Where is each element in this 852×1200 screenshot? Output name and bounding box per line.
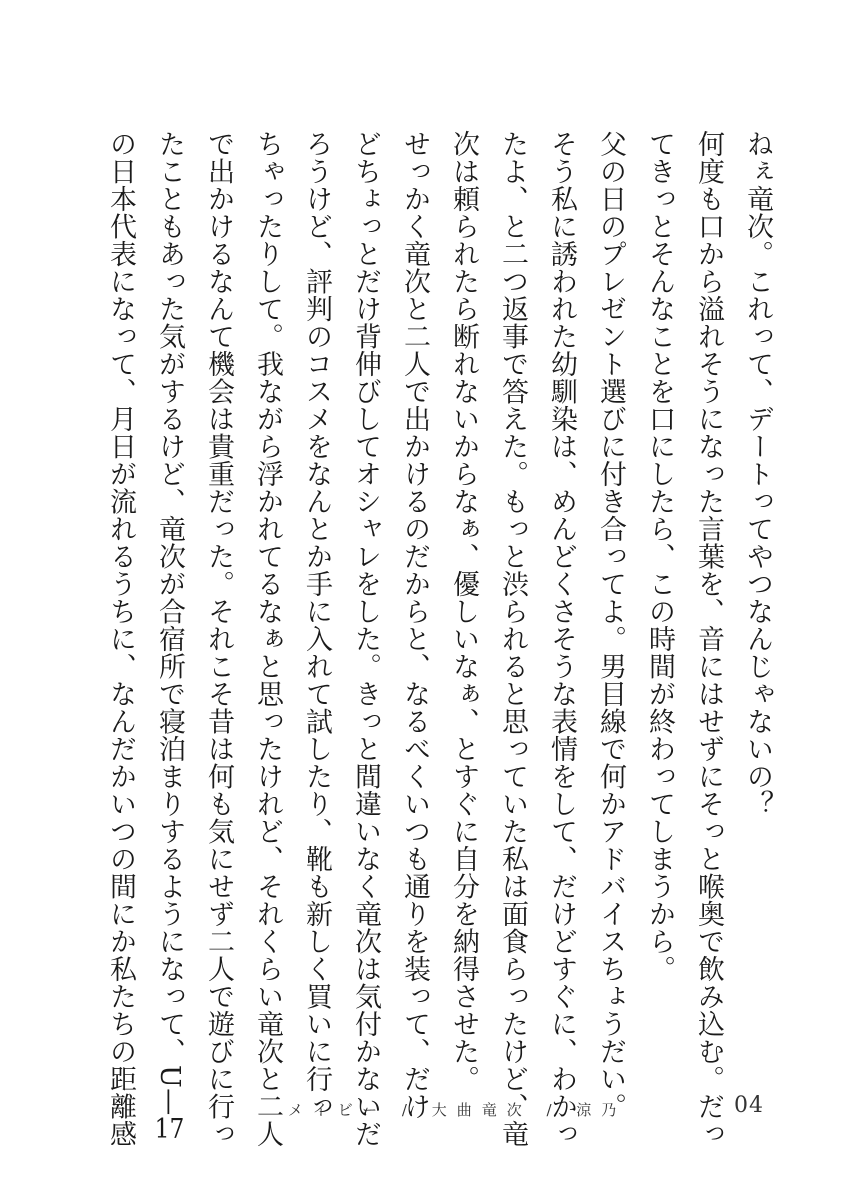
text-line-3: てきっとそんなことを口にしたら、この時間が終わってしまうから。 — [644, 130, 675, 983]
text-line-9: せっかく竜次と二人で出かけるのだからと、なるべくいつも通りを装って、だけ — [399, 130, 430, 1120]
text-line-13: で出かけるなんて機会は貴重だった。それこそ昔は何も気にせず二人で遊びに行っ — [203, 130, 234, 1148]
text-line-10: どちょっとだけ背伸びしてオシャレをした。きっと間違いなく竜次は気付かないだ — [350, 130, 381, 1148]
text-line-6: そう私に誘われた幼馴染は、めんどくさそうな表情をして、だけどすぐに、わかっ — [546, 130, 577, 1148]
running-footer-title: メイビー / 大曲竜次 / 涼乃 — [288, 1101, 627, 1119]
text-line-14-number: 17 — [154, 1115, 185, 1143]
text-line-14-main: たこともあった気がするけど、竜次が合宿所で寝泊まりするようになって、U— — [154, 130, 185, 1116]
text-line-1: ねぇ竜次。これって、デートってやつなんじゃないの？ — [742, 130, 773, 818]
text-line-5: 父の日のプレゼント選びに付き合ってよ。男目線で何かアドバイスちょうだい。 — [595, 130, 626, 1120]
text-line-11: ろうけど、評判のコスメをなんとか手に入れて試したり、靴も新しく買いに行っ — [301, 130, 332, 1120]
text-line-8: 次は頼られたら断れないからなぁ、優しいなぁ、とすぐに自分を納得させた。 — [448, 130, 479, 1093]
text-line-15: の日本代表になって、月日が流れるうちに、なんだかいつの間にか私たちの距離感 — [105, 130, 136, 1148]
text-line-2: 何度も口から溢れそうになった言葉を、音にはせずにそっと喉奥で飲み込む。だっ — [693, 130, 724, 1148]
text-line-14 — [145, 130, 194, 1143]
text-line-7: たよ、と二つ返事で答えた。もっと渋られると思っていた私は面食らったけど、竜 — [497, 130, 528, 1148]
page-number: 04 — [734, 1093, 764, 1118]
text-line-12: ちゃったりして。我ながら浮かれてるなぁと思ったけれど、それくらい竜次と二人 — [252, 130, 283, 1148]
